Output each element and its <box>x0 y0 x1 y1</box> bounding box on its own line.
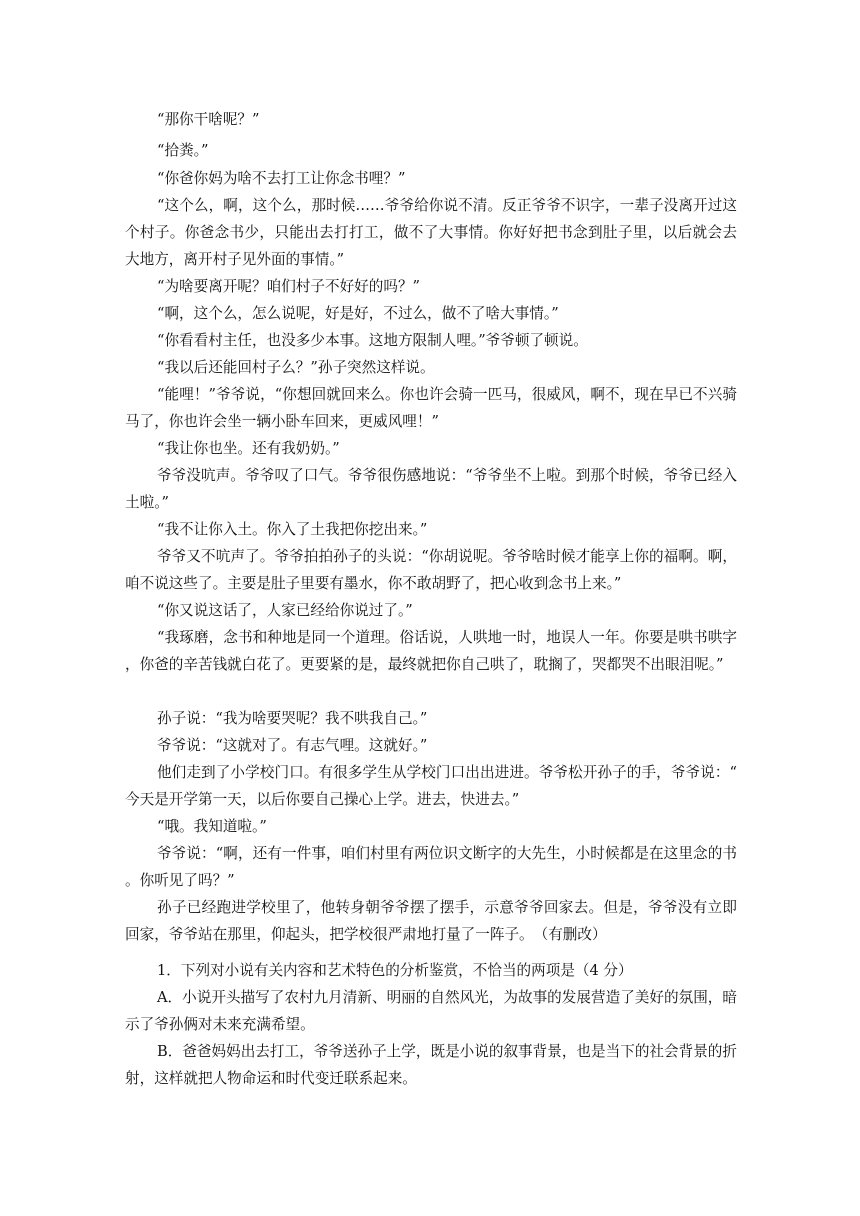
dialogue-paragraph: “这个么，啊，这个么，那时候……爷爷给你说不清。反正爷爷不识字，一辈子没离开过这个村子。你爸念书少，只能出去打打工，做不了大事情。你好好把书念到肚子里，以后就会去大地方，离开村子见外面的事情。” <box>125 197 737 268</box>
dialogue-paragraph: “哦。我知道啦。” <box>157 818 267 835</box>
dialogue-paragraph: “那你干啥呢？” <box>157 111 260 128</box>
dialogue-paragraph: “我让你也坐。还有我奶奶。” <box>157 440 340 457</box>
dialogue-paragraph: “能哩！”爷爷说，“你想回就回来么。你也许会骑一匹马，很威风，啊不，现在早已不兴骑马了，你也许会坐一辆小卧车回来，更威风哩！” <box>125 386 737 430</box>
dialogue-paragraph: 爷爷说：“啊，还有一件事，咱们村里有两位识文断字的大先生，小时候都是在这里念的书。你听见了吗？” <box>125 845 737 889</box>
dialogue-paragraph: “啊，这个么，怎么说呢，好是好，不过么，做不了啥大事情。” <box>157 305 559 322</box>
dialogue-paragraph: “你又说这话了，人家已经给你说过了。” <box>157 602 413 619</box>
narration-paragraph: 孙子已经跑进学校里了，他转身朝爷爷摆了摆手，示意爷爷回家去。但是，爷爷没有立即回家，爷爷站在那里，仰起头，把学校很严肃地打量了一阵子。 （有删改） <box>125 899 737 943</box>
answer-option-a: A．小说开头描写了农村九月清新、明丽的自然风光，为故事的发展营造了美好的氛围，暗示了爷孙俩对未来充满希望。 <box>125 989 737 1033</box>
dialogue-paragraph: “你看看村主任，也没多少本事。这地方限制人哩。”爷爷顿了顿说。 <box>157 332 588 349</box>
dialogue-paragraph: “我以后还能回村子么？”孙子突然这样说。 <box>157 359 435 376</box>
dialogue-paragraph: 爷爷说：“这就对了。有志气哩。这就好。” <box>157 737 428 754</box>
answer-option-b: B．爸爸妈妈出去打工，爷爷送孙子上学，既是小说的叙事背景，也是当下的社会背景的折射，这样就把人物命运和时代变迁联系起来。 <box>125 1043 737 1087</box>
dialogue-paragraph: 孙子说：“我为啥要哭呢？我不哄我自己。” <box>157 710 428 727</box>
dialogue-paragraph: “你爸你妈为啥不去打工让你念书哩？” <box>157 170 406 187</box>
question-stem: 1．下列对小说有关内容和艺术特色的分析鉴赏，不恰当的两项是（4 分） <box>157 962 633 979</box>
narration-paragraph: 爷爷没吭声。爷爷叹了口气。爷爷很伤感地说：“爷爷坐不上啦。到那个时候，爷爷已经入土啦。” <box>125 467 737 511</box>
dialogue-paragraph: “我不让你入土。你入了土我把你挖出来。” <box>157 521 428 538</box>
dialogue-paragraph: “拾粪。” <box>157 142 209 159</box>
dialogue-paragraph: “为啥要离开呢？咱们村子不好好的吗？” <box>157 278 421 295</box>
narration-paragraph: 他们走到了小学校门口。有很多学生从学校门口出出进进。爷爷松开孙子的手，爷爷说：“今天是开学第一天，以后你要自己操心上学。进去，快进去。” <box>125 764 737 808</box>
narration-paragraph: 爷爷又不吭声了。爷爷拍拍孙子的头说：“你胡说呢。爷爷啥时候才能享上你的福啊。啊，咱不说这些了。主要是肚子里要有墨水，你不敢胡野了，把心收到念书上来。” <box>125 548 737 592</box>
dialogue-paragraph: “我琢磨，念书和种地是同一个道理。俗话说，人哄地一时，地误人一年。你要是哄书哄字，你爸的辛苦钱就白花了。更要紧的是，最终就把你自己哄了，耽搁了，哭都哭不出眼泪呢。” <box>125 629 737 673</box>
